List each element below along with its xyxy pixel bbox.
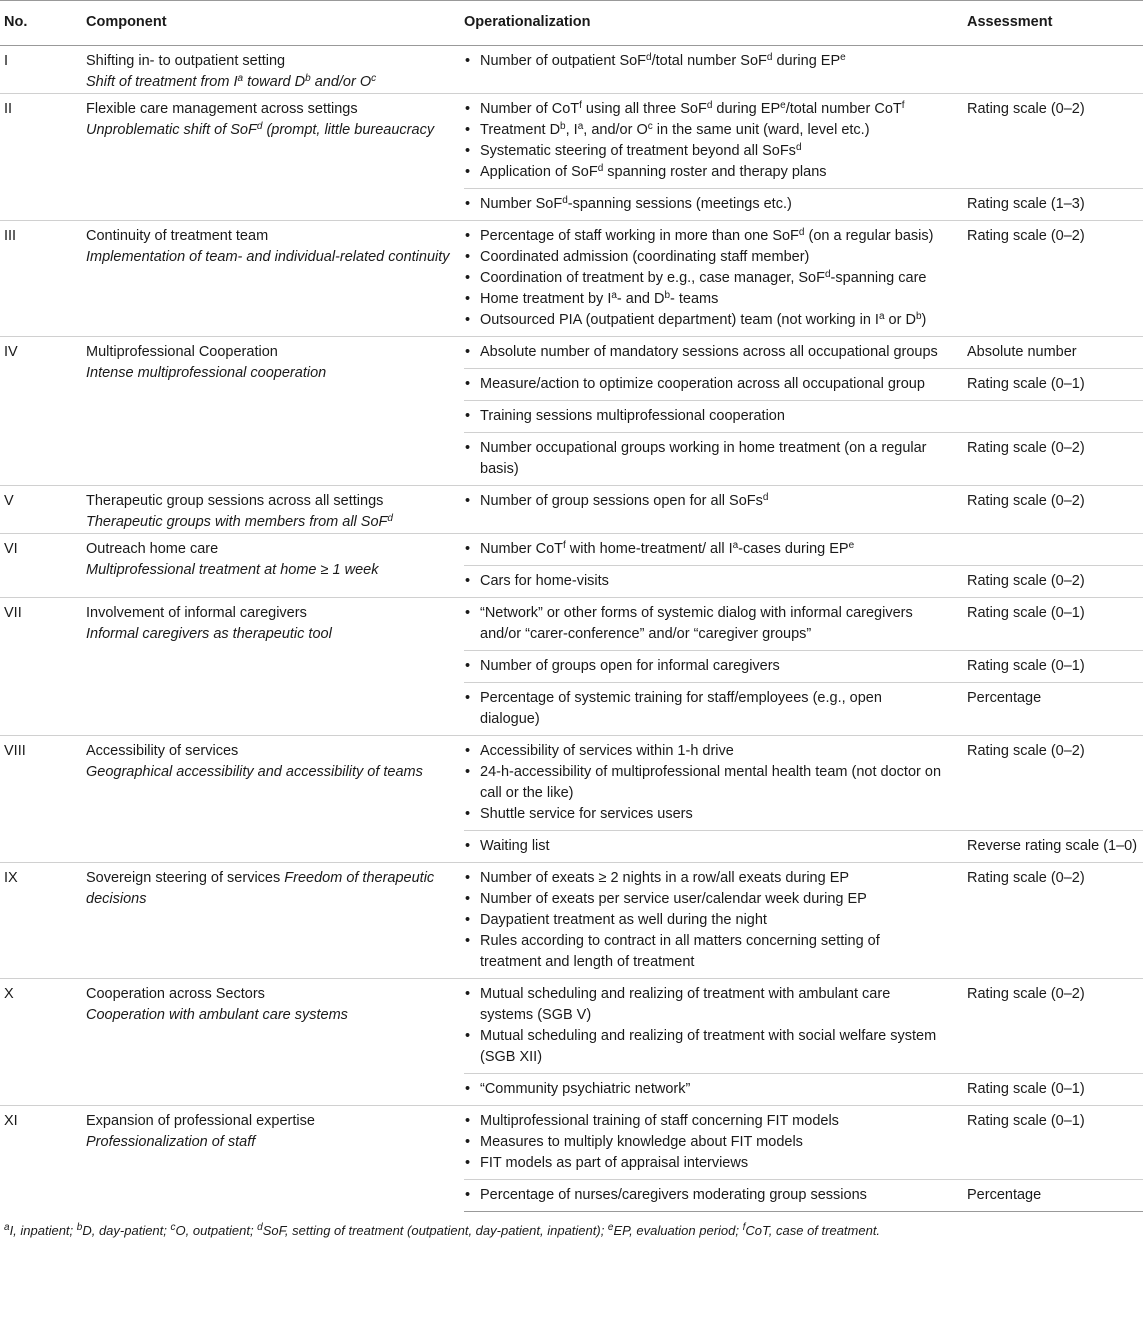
list-item: • Measure/action to optimize cooperation across all occupational group [464,374,943,395]
table-footnote: $^a$I, inpatient; $^b$D, day-patient; $^c$O, outpatient; $^d$SoF, setting of treatment (outpatient, day-patient, inpatient); $^e$EP, evaluation period; $^f$CoT, case of treatment. [4,1222,881,1238]
component-subtitle: Implementation of team- and individual-related continuity [86,249,450,265]
operationalization-list [464,226,943,331]
table-header-row [0,1,1143,46]
list-item: • Measures to multiply knowledge about FIT models [464,1132,943,1153]
table-row [0,534,1143,566]
component-title: Sovereign steering of services Freedom of therapeutic decisions [86,870,435,907]
assessment-cell: Rating scale (0–1) [967,369,1143,401]
row-number: VI [0,534,86,598]
operationalization-list [464,491,943,512]
operationalization-cell [464,831,967,863]
component-cell [86,337,464,486]
assessment-cell: Percentage [967,683,1143,736]
operationalization-cell [464,486,967,534]
component-subtitle: Cooperation with ambulant care systems [86,1007,348,1023]
list-item: • Coordinated admission (coordinating staff member) [464,247,943,268]
operationalization-cell [464,651,967,683]
list-item: • “Network” or other forms of systemic dialog with informal caregivers and/or “carer-conference” and/or “caregiver groups” [464,603,943,645]
operationalization-cell [464,534,967,566]
list-item: • Treatment $D^b$, $I^a$, and/or $O^c$ in the same unit (ward, level etc.) [464,120,943,141]
operationalization-list [464,342,943,363]
list-item: • Percentage of staff working in more than one SoF$^d$ (on a regular basis) [464,226,943,247]
table-row [0,486,1143,534]
component-title: Accessibility of services [86,743,239,759]
operationalization-list [464,1185,943,1206]
list-item: • “Community psychiatric network” [464,1079,943,1100]
list-item: • Number of groups open for informal caregivers [464,656,943,677]
assessment-cell: Rating scale (0–2) [967,863,1143,979]
row-number: I [0,46,86,94]
list-item: • Accessibility of services within 1-h drive [464,741,943,762]
component-cell [86,221,464,337]
table-body [0,46,1143,1212]
component-cell [86,534,464,598]
operationalization-list [464,741,943,825]
component-subtitle: Geographical accessibility and accessibility of teams [86,764,423,780]
assessment-cell: Rating scale (0–1) [967,651,1143,683]
operationalization-cell [464,433,967,486]
component-title: Therapeutic group sessions across all settings [86,493,384,509]
component-subtitle: Informal caregivers as therapeutic tool [86,626,332,642]
assessment-cell: Rating scale (0–1) [967,598,1143,651]
component-cell [86,979,464,1106]
operationalization-list [464,984,943,1068]
list-item: • Waiting list [464,836,943,857]
component-title: Flexible care management across settings [86,101,358,117]
list-item: • 24-h-accessibility of multiprofessional mental health team (not doctor on call or the like) [464,762,943,804]
list-item: • Cars for home-visits [464,571,943,592]
operationalization-cell [464,46,967,94]
row-number: VIII [0,736,86,863]
operationalization-cell [464,337,967,369]
assessment-cell: Rating scale (0–1) [967,1074,1143,1106]
operationalization-cell [464,189,967,221]
operationalization-list [464,836,943,857]
list-item: • Number of group sessions open for all SoFs$^d$ [464,491,943,512]
assessment-cell: Percentage [967,1180,1143,1212]
list-item: • Systematic steering of treatment beyond all SoFs$^d$ [464,141,943,162]
operationalization-list [464,868,943,973]
assessment-cell [967,401,1143,433]
component-title: Involvement of informal caregivers [86,605,307,621]
row-number: II [0,94,86,221]
list-item: • Training sessions multiprofessional cooperation [464,406,943,427]
operationalization-cell [464,369,967,401]
list-item: • Home treatment by $I^a-$ and $D^b-$ teams [464,289,943,310]
operationalization-cell [464,1180,967,1212]
operationalization-cell [464,979,967,1074]
table-row [0,94,1143,189]
table-row [0,979,1143,1074]
row-number: X [0,979,86,1106]
list-item: • Multiprofessional training of staff concerning FIT models [464,1111,943,1132]
component-cell [86,863,464,979]
assessment-cell: Rating scale (0–2) [967,486,1143,534]
assessment-cell: Rating scale (0–2) [967,566,1143,598]
list-item: • Coordination of treatment by e.g., case manager, SoF$^d$-spanning care [464,268,943,289]
list-item: • Number occupational groups working in home treatment (on a regular basis) [464,438,943,480]
component-title: Multiprofessional Cooperation [86,344,278,360]
row-number: VII [0,598,86,736]
assessment-cell: Reverse rating scale (1–0) [967,831,1143,863]
header-operationalization: Operationalization [464,1,967,46]
header-assessment: Assessment [967,1,1143,46]
assessment-cell [967,534,1143,566]
operationalization-list [464,438,943,480]
list-item: • Application of SoF$^d$ spanning roster and therapy plans [464,162,943,183]
component-subtitle: Professionalization of staff [86,1134,256,1150]
component-cell [86,736,464,863]
operationalization-cell [464,683,967,736]
component-title: Continuity of treatment team [86,228,269,244]
list-item: • Number of exeats ≥ 2 nights in a row/all exeats during EP [464,868,943,889]
row-number: V [0,486,86,534]
component-subtitle: Multiprofessional treatment at home ≥ 1 week [86,562,379,578]
component-title: Cooperation across Sectors [86,986,265,1002]
component-subtitle: Intense multiprofessional cooperation [86,365,327,381]
operationalization-list [464,656,943,677]
table-row [0,46,1143,94]
row-number: IV [0,337,86,486]
header-component: Component [86,1,464,46]
component-subtitle: Shift of treatment from $I^a$ toward $D^b$ and/or $O^c$ [86,73,377,90]
row-number: XI [0,1106,86,1212]
list-item: • Outsourced PIA (outpatient department) team (not working in $I^a$ or $D^b$) [464,310,943,331]
table-row [0,736,1143,831]
operationalization-list [464,51,943,72]
assessment-cell: Rating scale (0–2) [967,736,1143,831]
table-row [0,598,1143,651]
operationalization-list [464,99,943,183]
list-item: • Percentage of systemic training for staff/employees (e.g., open dialogue) [464,688,943,730]
row-number: III [0,221,86,337]
row-number: IX [0,863,86,979]
operationalization-list [464,1111,943,1174]
list-item: • Mutual scheduling and realizing of treatment with ambulant care systems (SGB V) [464,984,943,1026]
list-item: • Daypatient treatment as well during the night [464,910,943,931]
assessment-cell: Rating scale (1–3) [967,189,1143,221]
component-cell [86,598,464,736]
list-item: • Number SoF$^d$-spanning sessions (meetings etc.) [464,194,943,215]
operationalization-cell [464,94,967,189]
list-item: • Mutual scheduling and realizing of treatment with social welfare system (SGB XII) [464,1026,943,1068]
operationalization-list [464,539,943,560]
assessment-cell: Rating scale (0–2) [967,433,1143,486]
component-cell [86,94,464,221]
list-item: • Number CoT$^f$ with home-treatment/ all $I^a$-cases during $EP^e$ [464,539,943,560]
operationalization-list [464,603,943,645]
list-item: • Shuttle service for services users [464,804,943,825]
table-row [0,863,1143,979]
operationalization-cell [464,863,967,979]
assessment-cell: Rating scale (0–1) [967,1106,1143,1180]
operationalization-cell [464,1106,967,1180]
component-title: Shifting in- to outpatient setting [86,53,286,69]
list-item: • Number of outpatient SoF$^d$/total number SoF$^d$ during $EP^e$ [464,51,943,72]
assessment-cell: Rating scale (0–2) [967,94,1143,189]
list-item: • Rules according to contract in all matters concerning setting of treatment and length of treatment [464,931,943,973]
list-item: • Percentage of nurses/caregivers moderating group sessions [464,1185,943,1206]
operationalization-list [464,406,943,427]
component-cell [86,486,464,534]
operationalization-cell [464,566,967,598]
table-row [0,221,1143,337]
component-title: Expansion of professional expertise [86,1113,315,1129]
component-title: Outreach home care [86,541,219,557]
operationalization-list [464,374,943,395]
list-item: • FIT models as part of appraisal interviews [464,1153,943,1174]
list-item: • Number of exeats per service user/calendar week during EP [464,889,943,910]
assessment-cell: Rating scale (0–2) [967,979,1143,1074]
list-item: • Number of CoT$^f$ using all three SoF$^d$ during $EP^e$/total number CoT$^f$ [464,99,943,120]
component-cell [86,1106,464,1212]
table-row [0,1106,1143,1180]
assessment-cell [967,46,1143,94]
assessment-cell: Absolute number [967,337,1143,369]
operationalization-cell [464,221,967,337]
component-cell [86,46,464,94]
header-no: No. [0,1,86,46]
operationalization-list [464,688,943,730]
table-row [0,337,1143,369]
operationalization-cell [464,401,967,433]
operationalization-cell [464,736,967,831]
operationalization-list [464,1079,943,1100]
operationalization-cell [464,598,967,651]
operationalization-cell [464,1074,967,1106]
component-subtitle: Unproblematic shift of SoF$^d$ (prompt, little bureaucracy [86,121,435,138]
list-item: • Absolute number of mandatory sessions across all occupational groups [464,342,943,363]
assessment-cell: Rating scale (0–2) [967,221,1143,337]
operationalization-list [464,194,943,215]
operationalization-list [464,571,943,592]
component-subtitle: Therapeutic groups with members from all SoF$^d$ [86,513,393,530]
